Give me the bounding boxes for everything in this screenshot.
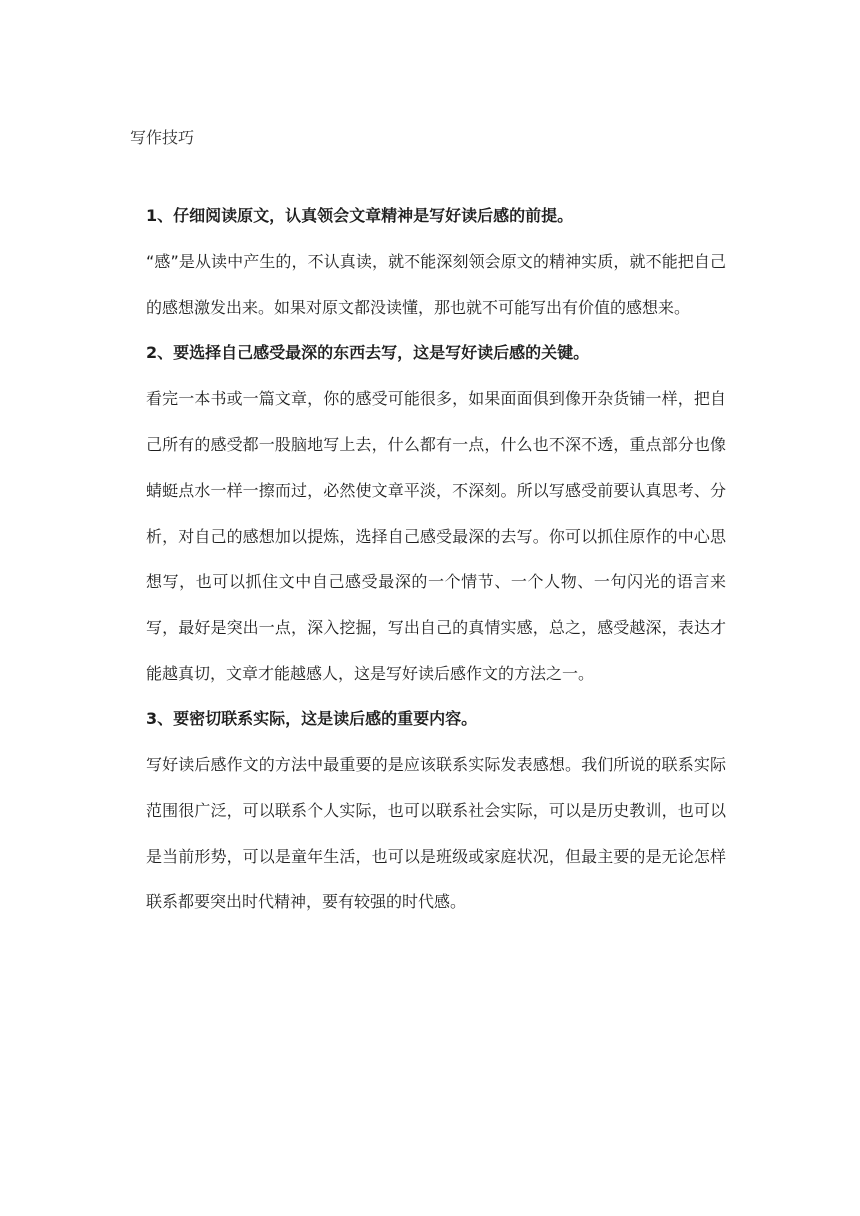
- section-1: [146, 193, 726, 330]
- section-paragraph: “感”是从读中产生的，不认真读，就不能深刻领会原文的精神实质，就不能把自己的感想激发出来。如果对原文都没读懂，那也就不可能写出有价值的感想来。: [146, 252, 726, 317]
- section-3: [146, 696, 726, 925]
- section-heading: 1、仔细阅读原文，认真领会文章精神是写好读后感的前提。: [146, 206, 574, 225]
- section-heading: 3、要密切联系实际，这是读后感的重要内容。: [146, 709, 478, 729]
- document-title: 写作技巧: [130, 128, 195, 147]
- section-paragraph: 看完一本书或一篇文章，你的感受可能很多，如果面面俱到像开杂货铺一样，把自己所有的感受都一股脑地写上去，什么都有一点，什么也不深不透，重点部分也像蜻蜓点水一样一擦而过，必然使文章平淡，不深刻。所以写感受前要认真思考、分析，对自己的感想加以提炼，选择自己感受最深的去写。你可以抓住原作的中心思想写，也可以抓住文中自己感受最深的一个情节、一个人物、一句闪光的语言来写，最好是突出一点，深入挖掘，写出自己的真情实感，总之，感受越深，表达才能越真切，文章才能越感人，这是写好读后感作文的方法之一。: [146, 389, 726, 683]
- section-paragraph: 写好读后感作文的方法中最重要的是应该联系实际发表感想。我们所说的联系实际范围很广泛，可以联系个人实际，也可以联系社会实际，可以是历史教训，也可以是当前形势，可以是童年生活，也可以是班级或家庭状况，但最主要的是无论怎样联系都要突出时代精神，要有较强的时代感。: [146, 755, 726, 912]
- section-heading: 2、要选择自己感受最深的东西去写，这是写好读后感的关键。: [146, 343, 590, 363]
- section-2: [146, 330, 726, 696]
- document-body: [146, 193, 726, 925]
